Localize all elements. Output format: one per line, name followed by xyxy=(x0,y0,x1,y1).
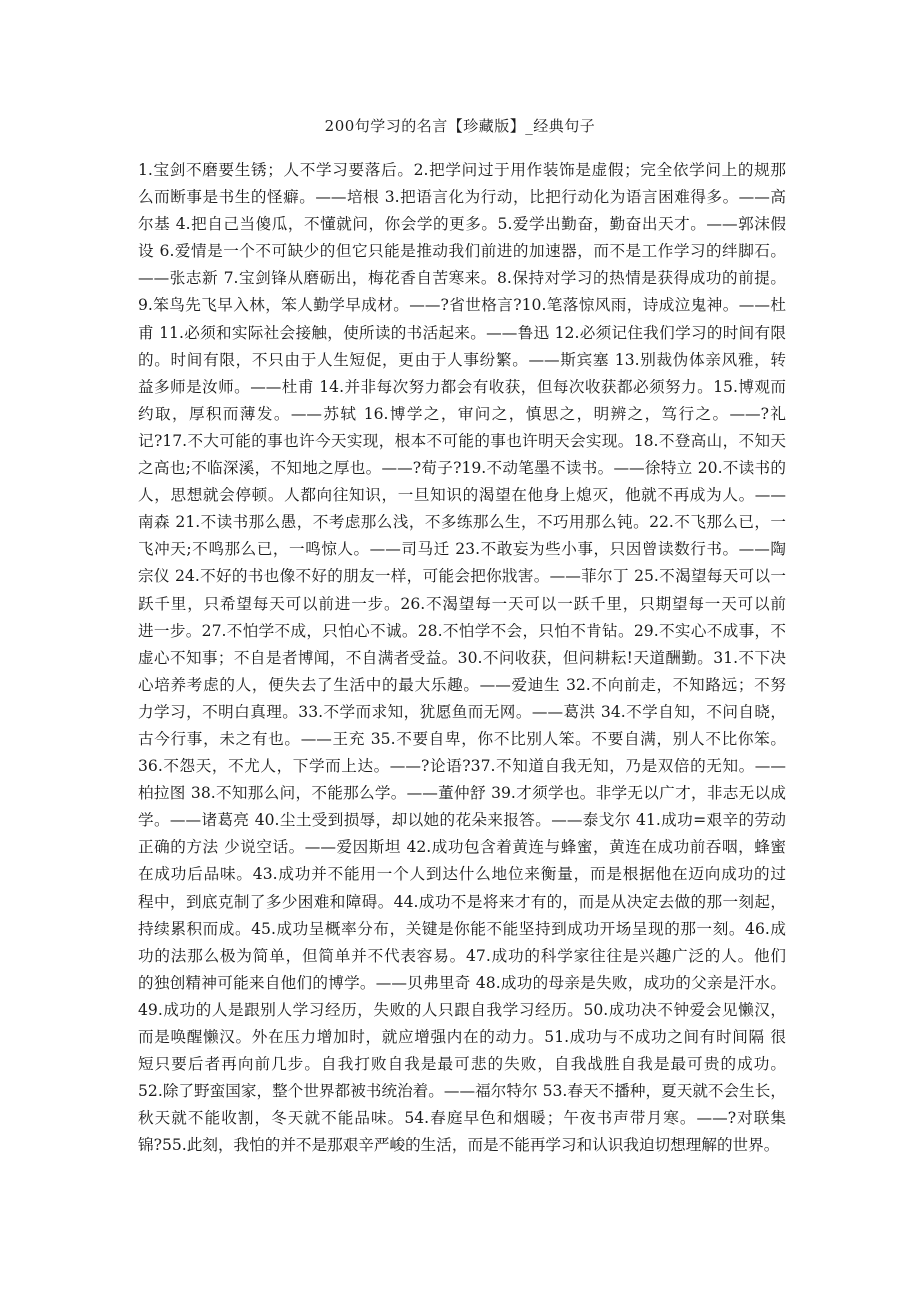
body-text-line: 52.除了野蛮国家，整个世界都被书统治着。——福尔特尔 53.春天不播种，夏天就不会生长， xyxy=(138,1082,786,1101)
body-text-line: 柏拉图 38.不知那么问，不能那么学。——董仲舒 39.才须学也。非学无以广才，非志无以成 xyxy=(138,784,786,803)
body-text-line: 约取，厚积而薄发。——苏轼 16.博学之，审问之，慎思之，明辨之，笃行之。——?礼 xyxy=(138,404,786,423)
body-text-line: 么而断事是书生的怪癖。——培根 3.把语言化为行动，比把行动化为语言困难得多。——高 xyxy=(138,188,786,207)
body-text-line: 在成功后品味。43.成功并不能用一个人到达什么地位来衡量，而是根据他在迈向成功的过 xyxy=(138,865,786,884)
body-text-line: 持续累积而成。45.成功呈概率分布，关键是你能不能坚持到成功开场呈现的那一刻。46.成 xyxy=(138,919,786,938)
document-body xyxy=(138,157,786,1159)
body-text-line: 而是唤醒懒汉。外在压力增加时，就应增强内在的动力。51.成功与不成功之间有时间隔 很 xyxy=(138,1028,786,1046)
body-text-line: 心培养考虑的人，便失去了生活中的最大乐趣。——爱迪生 32.不向前走，不知路远；不努 xyxy=(138,675,786,694)
body-text-line: 49.成功的人是跟别人学习经历，失败的人只跟自我学习经历。50.成功决不钟爱会见懒汉， xyxy=(138,1000,786,1019)
body-text-line: 秋天就不能收割，冬天就不能品味。54.春庭早色和烟暖；午夜书声带月寒。——?对联集 xyxy=(138,1109,786,1128)
body-text-line: 南森 21.不读书那么愚，不考虑那么浅，不多练那么生，不巧用那么钝。22.不飞那么已，一 xyxy=(138,513,786,532)
document-title: 200句学习的名言【珍藏版】_经典句子 xyxy=(324,117,596,135)
body-text-line: 进一步。27.不怕学不成，只怕心不诚。28.不怕学不会，只怕不肯钻。29.不实心不成事，不 xyxy=(138,621,786,640)
body-text-line: ——张志新 7.宝剑锋从磨砺出，梅花香自苦寒来。8.保持对学习的热情是获得成功的前提。 xyxy=(138,269,786,288)
body-text-line: 正确的方法 少说空话。——爱因斯坦 42.成功包含着黄连与蜂蜜，黄连在成功前吞咽，蜂蜜 xyxy=(138,838,786,857)
body-text-line: 记?17.不大可能的事也许今天实现，根本不可能的事也许明天会实现。18.不登高山，不知天 xyxy=(138,431,786,450)
body-text-line: 宗仪 24.不好的书也像不好的朋友一样，可能会把你戕害。——菲尔丁 25.不渴望每天可以一 xyxy=(138,567,786,586)
body-text-line: 甫 11.必须和实际社会接触，使所读的书活起来。——鲁迅 12.必须记住我们学习的时间有限 xyxy=(138,323,786,342)
body-text-line: 尔基 4.把自己当傻瓜，不懂就问，你会学的更多。5.爱学出勤奋，勤奋出天才。——郭沫假 xyxy=(138,215,786,234)
body-text-line: 功的法那么极为简单，但简单并不代表容易。47.成功的科学家往往是兴趣广泛的人。他们 xyxy=(138,946,786,965)
body-text-line: 的。时间有限，不只由于人生短促，更由于人事纷繁。——斯宾塞 13.别裁伪体亲风雅，转 xyxy=(138,350,786,369)
body-text-line: 9.笨鸟先飞早入林，笨人勤学早成材。——?省世格言?10.笔落惊风雨，诗成泣鬼神。——杜 xyxy=(138,296,786,315)
body-text-line: 力学习，不明白真理。33.不学而求知，犹愿鱼而无网。——葛洪 34.不学自知，不问自晓， xyxy=(138,702,786,721)
body-text-line: 跃千里，只希望每天可以前进一步。26.不渴望每一天可以一跃千里，只期望每一天可以前 xyxy=(138,594,786,613)
body-text-line: 虚心不知事；不自是者博闻，不自满者受益。30.不问收获，但问耕耘!天道酬勤。31.不下决 xyxy=(138,648,786,667)
body-text-line: 人，思想就会停顿。人都向往知识，一旦知识的渴望在他身上熄灭，他就不再成为人。—— xyxy=(138,486,786,505)
body-text-line: 之高也;不临深溪，不知地之厚也。——?荀子?19.不动笔墨不读书。——徐特立 20.不读书的 xyxy=(138,459,786,478)
body-text-line: 锦?55.此刻，我怕的并不是那艰辛严峻的生活，而是不能再学习和认识我迫切想理解的世界。 xyxy=(138,1136,780,1155)
body-text-line: 学。——诸葛亮 40.尘土受到损辱，却以她的花朵来报答。——泰戈尔 41.成功=艰辛的劳动 xyxy=(138,811,786,830)
body-text-line: 益多师是汝师。——杜甫 14.并非每次努力都会有收获，但每次收获都必须努力。15.博观而 xyxy=(138,377,786,396)
body-text-line: 古今行事，未之有也。——王充 35.不要自卑，你不比别人笨。不要自满，别人不比你笨。 xyxy=(138,729,786,748)
body-text-line: 的独创精神可能来自他们的博学。——贝弗里奇 48.成功的母亲是失败，成功的父亲是汗水。 xyxy=(138,973,786,992)
body-text-line: 飞冲天;不鸣那么已，一鸣惊人。——司马迁 23.不敢妄为些小事，只因曾读数行书。——陶 xyxy=(138,540,786,559)
body-text-line: 设 6.爱情是一个不可缺少的但它只能是推动我们前进的加速器，而不是工作学习的绊脚石。 xyxy=(138,242,786,261)
body-text-line: 程中，到底克制了多少困难和障碍。44.成功不是将来才有的，而是从决定去做的那一刻起， xyxy=(138,892,786,911)
body-text-line: 短只要后者再向前几步。自我打败自我是最可悲的失败，自我战胜自我是最可贵的成功。 xyxy=(138,1055,786,1074)
body-text-line: 36.不怨天，不尤人，下学而上达。——?论语?37.不知道自我无知，乃是双倍的无知。—— xyxy=(138,757,786,776)
body-text-line: 1.宝剑不磨要生锈；人不学习要落后。2.把学问过于用作装饰是虚假；完全依学问上的规那 xyxy=(138,161,786,179)
